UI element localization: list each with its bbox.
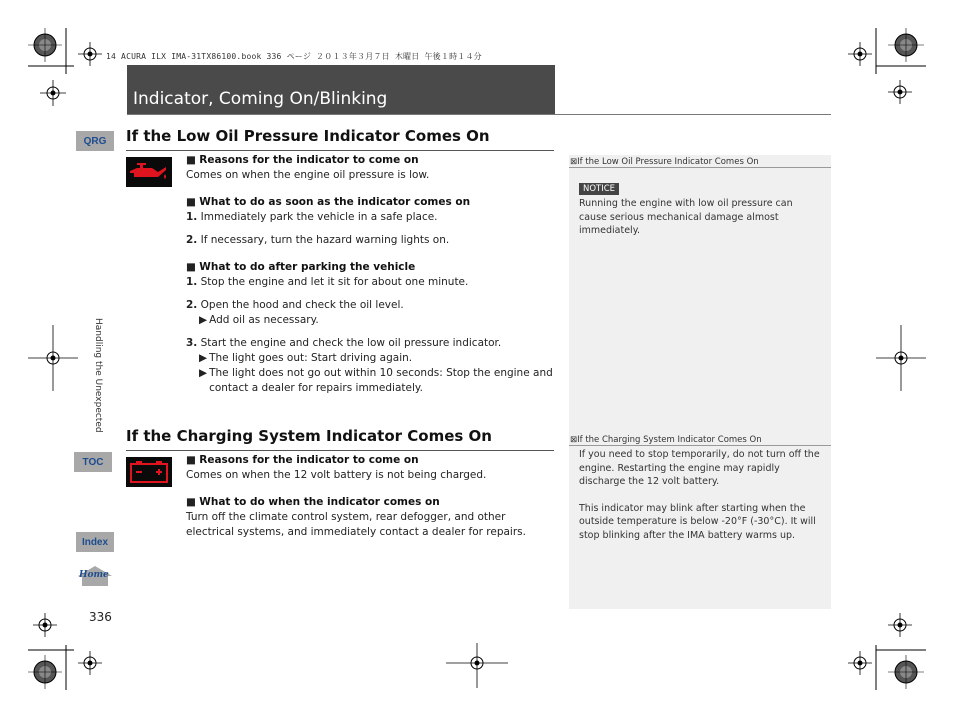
substep-text: The light goes out: Start driving again.	[209, 352, 413, 364]
asap-step	[186, 210, 554, 225]
home-label: Home	[79, 570, 109, 580]
step-text: If necessary, turn the hazard warning lights on.	[200, 234, 450, 246]
after-substep	[186, 366, 554, 396]
page-number: 336	[89, 610, 112, 624]
qrg-button[interactable]: QRG	[76, 131, 114, 151]
chapter-rule	[127, 114, 831, 115]
arrow-right-icon: ▶	[199, 367, 208, 379]
arrow-right-icon: ▶	[199, 352, 208, 364]
reference-icon: ⊠	[570, 435, 578, 445]
bullet-square: ■	[186, 454, 200, 466]
reasons-heading: Reasons for the indicator to come on	[199, 454, 419, 466]
arrow-right-icon: ▶	[199, 314, 208, 326]
oil-pressure-icon	[128, 161, 170, 183]
step-number: 2.	[186, 234, 198, 246]
registration-mark-icon	[826, 28, 926, 128]
bullet-square: ■	[186, 196, 200, 208]
registration-mark-icon	[876, 325, 926, 391]
reasons-text: Comes on when the engine oil pressure is low.	[186, 169, 430, 181]
sidebar-note-oil	[569, 155, 831, 435]
after-step	[186, 298, 554, 313]
sidebar-text: If you need to stop temporarily, do not turn off the engine. Restarting the engine may rapidly discharge the 12 volt battery.	[579, 449, 820, 487]
reasons-text: Comes on when the 12 volt battery is not being charged.	[186, 469, 487, 481]
notice-label: NOTICE	[579, 183, 619, 195]
action-heading: What to do when the indicator comes on	[199, 496, 440, 508]
battery-charging-icon	[129, 460, 169, 484]
asap-step	[186, 233, 554, 248]
oil-indicator-image	[126, 157, 172, 187]
sidebar-text: Running the engine with low oil pressure can cause serious mechanical damage almost immediately.	[579, 198, 793, 236]
sidebar-note-charging	[569, 435, 831, 609]
step-number: 1.	[186, 276, 198, 288]
action-text: Turn off the climate control system, rear defogger, and other electrical systems, and immediately contact a dealer for repairs.	[186, 511, 526, 538]
index-button[interactable]: Index	[76, 532, 114, 552]
step-text: Immediately park the vehicle in a safe place.	[200, 211, 438, 223]
reference-icon: ⊠	[570, 157, 578, 167]
after-substep	[186, 313, 554, 328]
after-substep	[186, 351, 554, 366]
after-step	[186, 336, 554, 351]
chapter-title: Indicator, Coming On/Blinking	[133, 89, 388, 109]
chapter-side-label: Handling the Unexpected	[93, 318, 103, 433]
print-header: 14 ACURA ILX IMA-31TX86100.book 336 ページ ２０１３年３月７日 木曜日 午後１時１４分	[106, 52, 482, 61]
charging-indicator-image	[126, 457, 172, 487]
section-rule	[126, 450, 554, 451]
section1-body	[186, 153, 554, 396]
step-number: 3.	[186, 337, 198, 349]
step-number: 2.	[186, 299, 198, 311]
after-heading: What to do after parking the vehicle	[199, 261, 416, 273]
step-number: 1.	[186, 211, 198, 223]
step-text: Stop the engine and let it sit for about one minute.	[200, 276, 469, 288]
substep-text: Add oil as necessary.	[209, 314, 319, 326]
registration-mark-icon	[40, 80, 70, 110]
step-text: Open the hood and check the oil level.	[200, 299, 404, 311]
registration-mark-icon	[28, 325, 78, 391]
sidebar-text: This indicator may blink after starting when the outside temperature is below -20°F (-30°C). It will stop blinking after the IMA battery warms up.	[579, 502, 816, 541]
registration-mark-icon	[826, 595, 926, 695]
sidebar-heading: ⊠If the Charging System Indicator Comes On	[570, 435, 762, 445]
section2-body	[186, 453, 554, 540]
toc-button[interactable]: TOC	[74, 452, 112, 472]
substep-text: The light does not go out within 10 seconds: Stop the engine and contact a dealer for repairs immediately.	[209, 367, 553, 394]
sidebar-heading: ⊠If the Low Oil Pressure Indicator Comes On	[570, 157, 759, 167]
bullet-square: ■	[186, 154, 200, 166]
section-rule	[126, 150, 554, 151]
registration-mark-icon	[446, 643, 510, 693]
asap-heading: What to do as soon as the indicator comes on	[199, 196, 471, 208]
reasons-heading: Reasons for the indicator to come on	[199, 154, 419, 166]
section-title-oil: If the Low Oil Pressure Indicator Comes On	[126, 127, 490, 145]
registration-mark-icon	[28, 595, 138, 695]
bullet-square: ■	[186, 496, 200, 508]
section-title-charging: If the Charging System Indicator Comes On	[126, 427, 492, 445]
home-button[interactable]	[76, 564, 114, 588]
after-step	[186, 275, 554, 290]
bullet-square: ■	[186, 261, 200, 273]
step-text: Start the engine and check the low oil pressure indicator.	[200, 337, 502, 349]
